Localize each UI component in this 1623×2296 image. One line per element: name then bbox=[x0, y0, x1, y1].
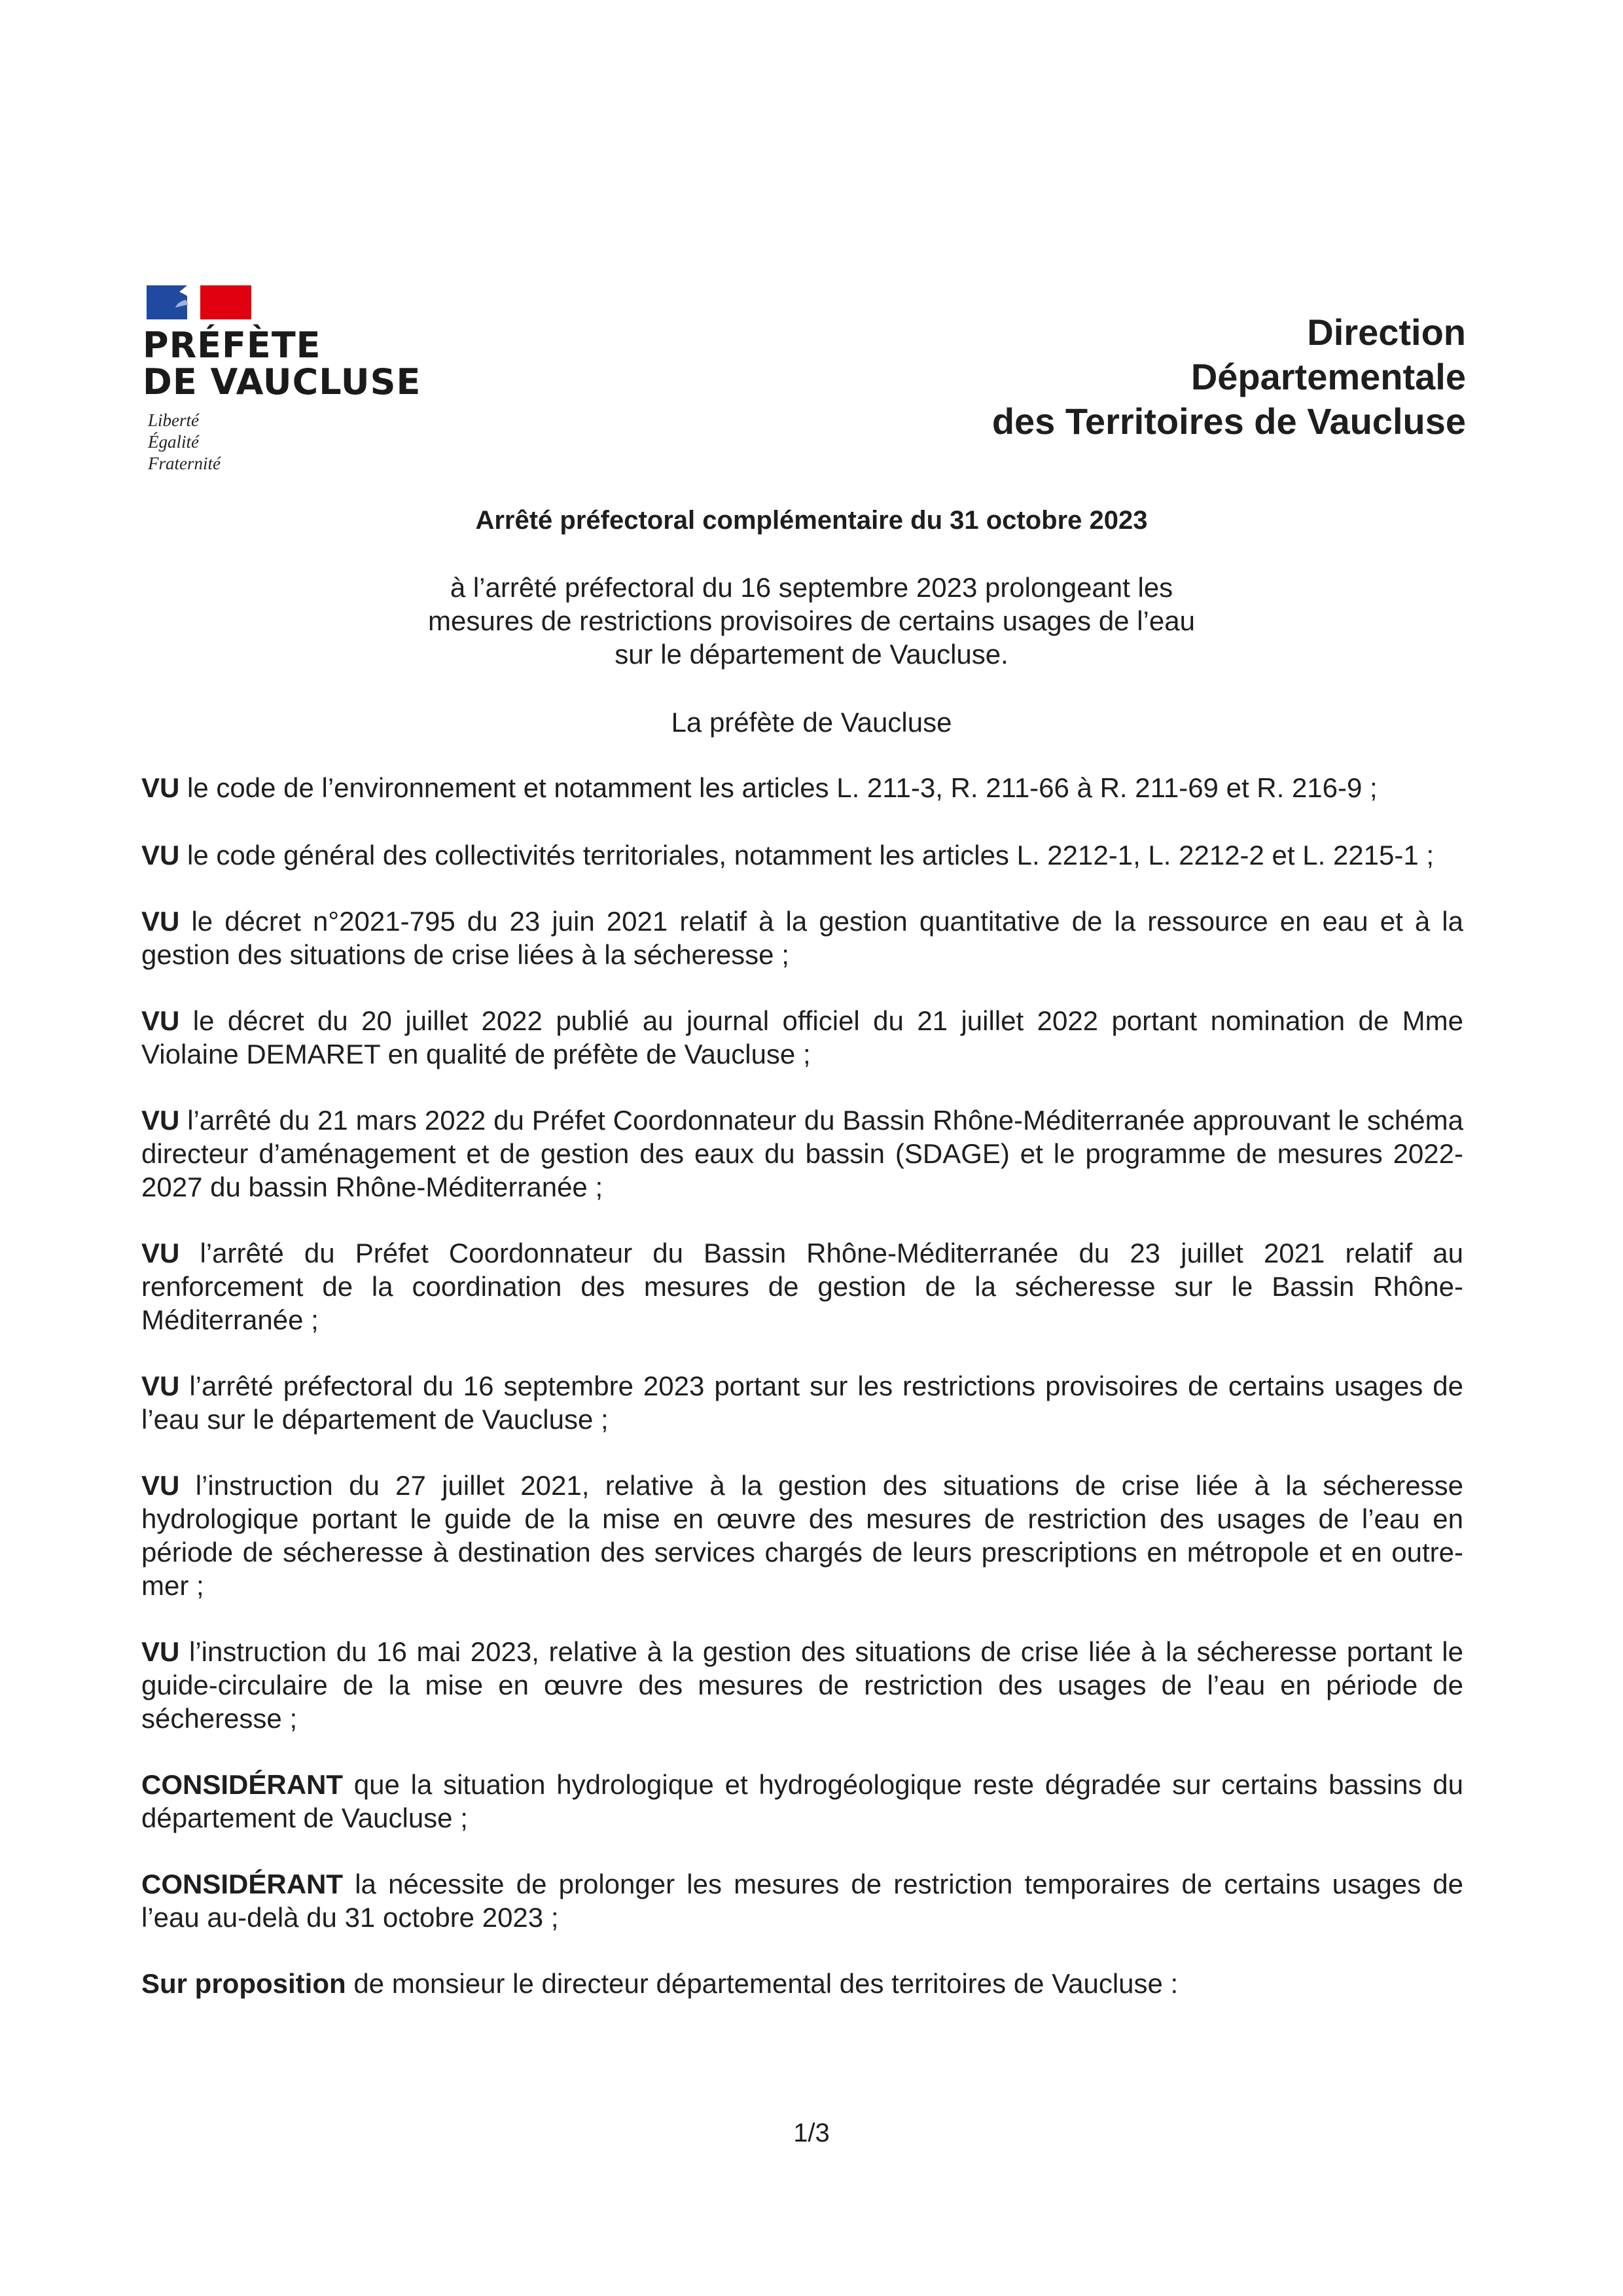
paragraph-text: de monsieur le directeur départemental des territoires de Vaucluse : bbox=[346, 1968, 1179, 1999]
marianne-logo-icon bbox=[147, 285, 251, 319]
issuing-direction bbox=[992, 310, 1466, 444]
direction-line: Direction bbox=[1307, 312, 1466, 353]
paragraph-text: l’arrêté du Préfet Coordonnateur du Bassin Rhône-Méditerranée du 23 juillet 2021 relatif au renforcement de la coordination des mesures de gestion de la sécheresse sur le Bassin Rhône-Méditerranée ; bbox=[141, 1238, 1463, 1335]
logo-line: DE VAUCLUSE bbox=[143, 361, 421, 403]
visa-paragraph bbox=[141, 1236, 1463, 1336]
paragraph-text: le code de l’environnement et notamment les articles L. 211-3, R. 211-66 à R. 211-69 et R. 216-9 ; bbox=[179, 772, 1378, 803]
paragraph-keyword: VU bbox=[141, 906, 180, 937]
prefecture-logo-name bbox=[143, 327, 421, 401]
visa-paragraph bbox=[141, 1103, 1463, 1204]
paragraph-text: l’instruction du 27 juillet 2021, relative à la gestion des situations de crise liée à la sécheresse hydrologique portant le guide de la mise en œuvre des mesures de restriction des usages de l’eau en période de sécheresse à destination des services chargés de leurs prescriptions en métropole et en outre-mer ; bbox=[141, 1470, 1463, 1601]
subtitle-line: mesures de restrictions provisoires de certains usages de l’eau bbox=[428, 605, 1195, 636]
paragraph-keyword: VU bbox=[141, 1005, 180, 1036]
visa-paragraph bbox=[141, 771, 1463, 804]
paragraph-keyword: CONSIDÉRANT bbox=[141, 1769, 344, 1800]
subtitle-line: à l’arrêté préfectoral du 16 septembre 2023 prolongeant les bbox=[450, 572, 1173, 603]
paragraph-text: la nécessite de prolonger les mesures de restriction temporaires de certains usages de l’eau au-delà du 31 octobre 2023 ; bbox=[141, 1869, 1463, 1933]
visa-paragraph bbox=[141, 905, 1463, 971]
document-subtitle bbox=[0, 571, 1623, 671]
paragraph-keyword: VU bbox=[141, 1105, 180, 1136]
motto-line: Liberté bbox=[148, 410, 199, 430]
document-body bbox=[141, 771, 1463, 2033]
direction-line: Départementale bbox=[1190, 356, 1466, 397]
subtitle-line: sur le département de Vaucluse. bbox=[615, 639, 1008, 670]
paragraph-keyword: VU bbox=[141, 1636, 180, 1667]
prefete-heading: La préfète de Vaucluse bbox=[671, 707, 952, 738]
document-title: Arrêté préfectoral complémentaire du 31 octobre 2023 bbox=[475, 506, 1148, 535]
paragraph-keyword: VU bbox=[141, 840, 180, 870]
visa-paragraph bbox=[141, 1369, 1463, 1436]
visa-paragraph bbox=[141, 838, 1463, 872]
visa-paragraph bbox=[141, 1635, 1463, 1735]
paragraph-keyword: CONSIDÉRANT bbox=[141, 1869, 344, 1899]
paragraph-keyword: VU bbox=[141, 1371, 180, 1401]
considerant-paragraph bbox=[141, 1768, 1463, 1835]
paragraph-keyword: VU bbox=[141, 1238, 180, 1268]
motto-line: Fraternité bbox=[148, 454, 221, 473]
paragraph-keyword: Sur proposition bbox=[141, 1968, 346, 1999]
direction-line: des Territoires de Vaucluse bbox=[991, 401, 1466, 442]
paragraph-text: le décret n°2021-795 du 23 juin 2021 relatif à la gestion quantitative de la ressource en eau et à la gestion des situations de crise liées à la sécheresse ; bbox=[141, 906, 1463, 970]
paragraph-keyword: VU bbox=[141, 772, 180, 803]
republic-motto bbox=[148, 410, 221, 475]
paragraph-text: l’arrêté préfectoral du 16 septembre 2023 portant sur les restrictions provisoires de certains usages de l’eau sur le département de Vaucluse ; bbox=[141, 1371, 1463, 1435]
proposition-paragraph bbox=[141, 1967, 1463, 2000]
paragraph-text: le décret du 20 juillet 2022 publié au journal officiel du 21 juillet 2022 portant nomination de Mme Violaine DEMARET en qualité de préfète de Vaucluse ; bbox=[141, 1005, 1463, 1069]
motto-line: Égalité bbox=[148, 432, 199, 452]
considerant-paragraph bbox=[141, 1867, 1463, 1934]
paragraph-text: que la situation hydrologique et hydrogéologique reste dégradée sur certains bassins du département de Vaucluse ; bbox=[141, 1769, 1463, 1833]
paragraph-text: l’instruction du 16 mai 2023, relative à la gestion des situations de crise liée à la sécheresse portant le guide-circulaire de la mise en œuvre des mesures de restriction des usages de l’eau en période de sécheresse ; bbox=[141, 1636, 1463, 1734]
paragraph-text: le code général des collectivités territoriales, notamment les articles L. 2212-1, L. 2212-2 et L. 2215-1 ; bbox=[179, 840, 1435, 870]
page-number: 1/3 bbox=[793, 2119, 830, 2147]
visa-paragraph bbox=[141, 1004, 1463, 1071]
paragraph-keyword: VU bbox=[141, 1470, 180, 1501]
paragraph-text: l’arrêté du 21 mars 2022 du Préfet Coordonnateur du Bassin Rhône-Méditerranée approuvant le schéma directeur d’aménagement et de gestion des eaux du bassin (SDAGE) et le programme de mesures 2022-2027 du bassin Rhône-Méditerranée ; bbox=[141, 1105, 1463, 1202]
visa-paragraph bbox=[141, 1469, 1463, 1602]
logo-line: PRÉFÈTE bbox=[143, 325, 321, 366]
